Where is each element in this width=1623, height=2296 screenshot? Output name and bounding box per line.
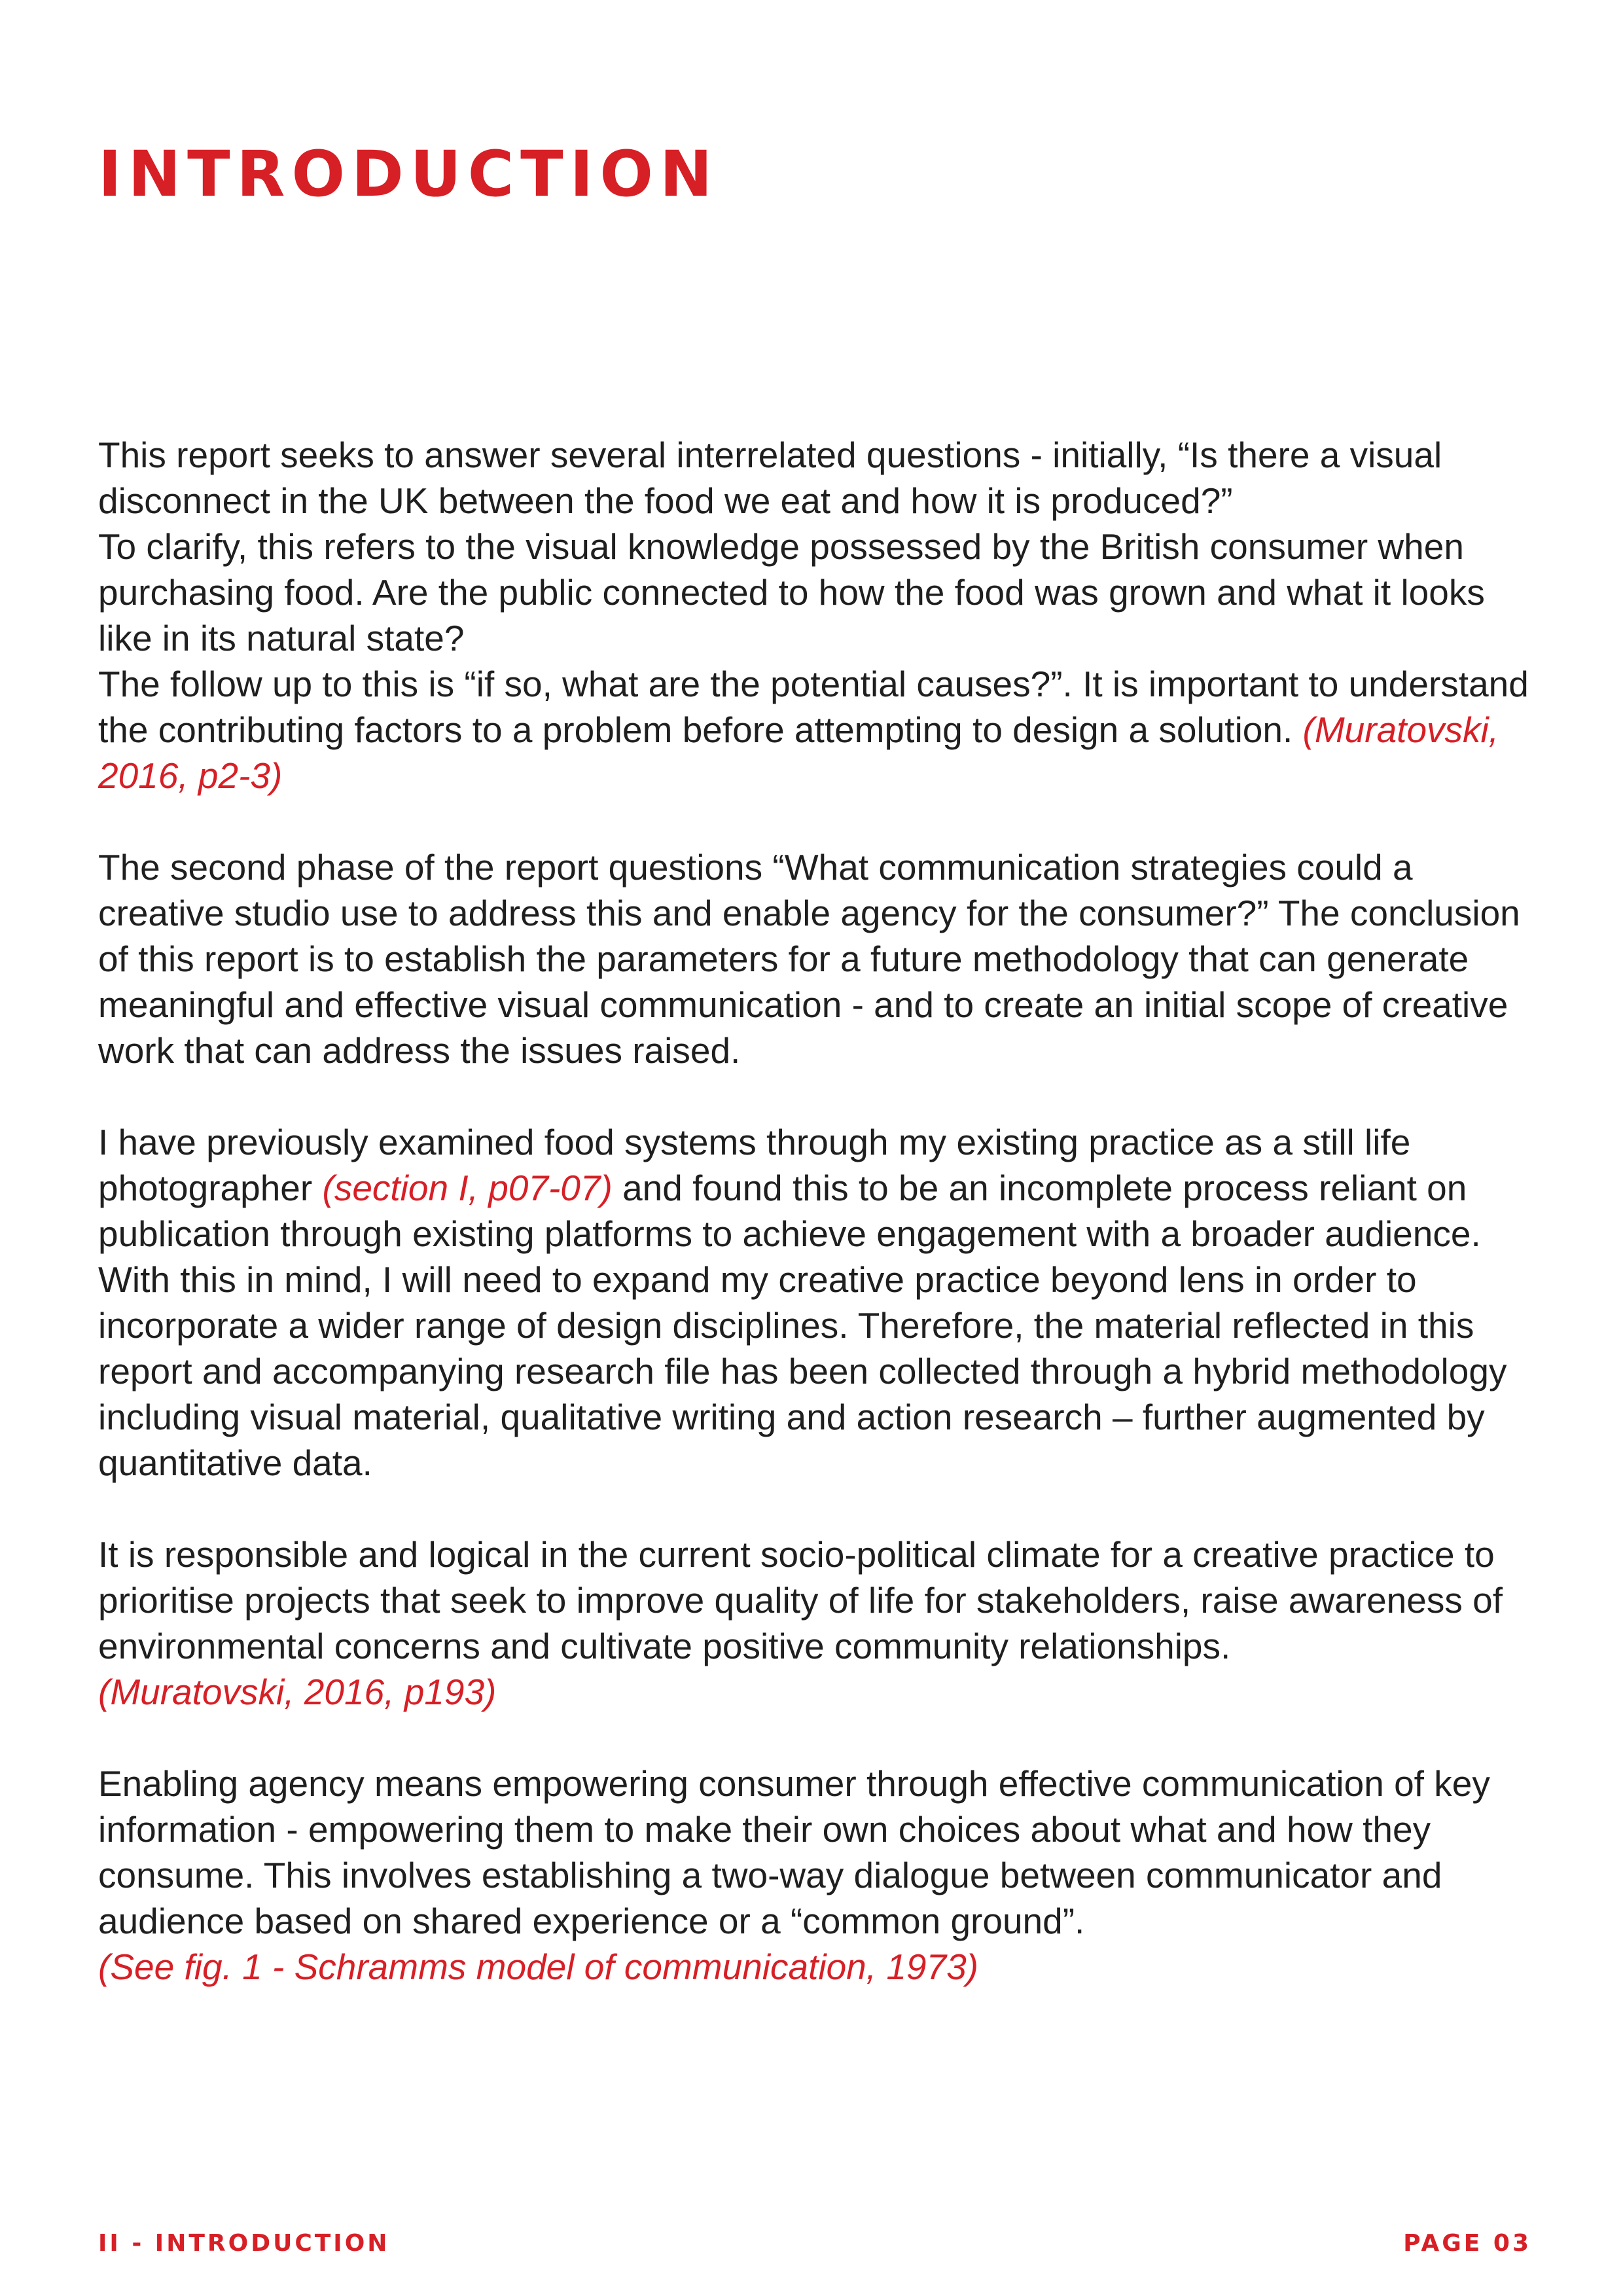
paragraph-3-text-before: I have previously examined food systems through my existing practice as a still life photographer (98, 1122, 1411, 1208)
paragraph-1-text: The follow up to this is “if so, what are the potential causes?”. It is important to understand the contributing factors to a problem before attempting to design a solution. (98, 664, 1529, 750)
citation-muratovski-p2-3: (Muratovski, 2016, p2-3) (98, 709, 1499, 796)
paragraph-1-line-1: This report seeks to answer several interrelated questions - initially, “Is there a visual disconnect in the UK between the food we eat and how it is produced?” (98, 435, 1442, 521)
citation-schramm-model: (See fig. 1 - Schramms model of communication, 1973) (98, 1946, 979, 1987)
page-title: INTRODUCTION (98, 137, 719, 211)
footer-page-number: PAGE 03 (1403, 2230, 1531, 2257)
body-text (98, 432, 1544, 2036)
paragraph-1-line-2: To clarify, this refers to the visual knowledge possessed by the British consumer when purchasing food. Are the public connected to how the food was grown and what it looks like in its natural state? (98, 526, 1485, 658)
paragraph-4-text: It is responsible and logical in the current socio-political climate for a creative practice to prioritise projects that seek to improve quality of life for stakeholders, raise awareness of environmental concerns and cultivate positive community relationships. (98, 1534, 1503, 1666)
paragraph-5 (98, 1761, 1544, 1990)
paragraph-2: The second phase of the report questions “What communication strategies could a creative studio use to address this and enable agency for the consumer?” The conclusion of this report is to establish the parameters for a future methodology that can generate meaningful and effective visual communication - and to create an initial scope of creative work that can address the issues raised. (98, 847, 1520, 1071)
paragraph-4 (98, 1532, 1544, 1715)
paragraph-1-line-3 (98, 661, 1544, 798)
citation-section-i: (section I, p07-07) (322, 1168, 613, 1208)
citation-muratovski-p193: (Muratovski, 2016, p193) (98, 1672, 497, 1712)
paragraph-5-text: Enabling agency means empowering consumer through effective communication of key information - empowering them to make their own choices about what and how they consume. This involves establishing a two-way dialogue between communicator and audience based on shared experience or a “common ground”. (98, 1763, 1490, 1941)
paragraph-3 (98, 1119, 1544, 1486)
paragraph-3-text-after: and found this to be an incomplete process reliant on publication through existing platforms to achieve engagement with a broader audience. With this in mind, I will need to expand my creative practice beyond lens in order to incorporate a wider range of design disciplines. Therefore, the material reflected in this report and accompanying research file has been collected through a hybrid methodology including visual material, qualitative writing and action research – further augmented by quantitative data. (98, 1168, 1507, 1483)
footer-section-label: II - INTRODUCTION (98, 2230, 390, 2257)
